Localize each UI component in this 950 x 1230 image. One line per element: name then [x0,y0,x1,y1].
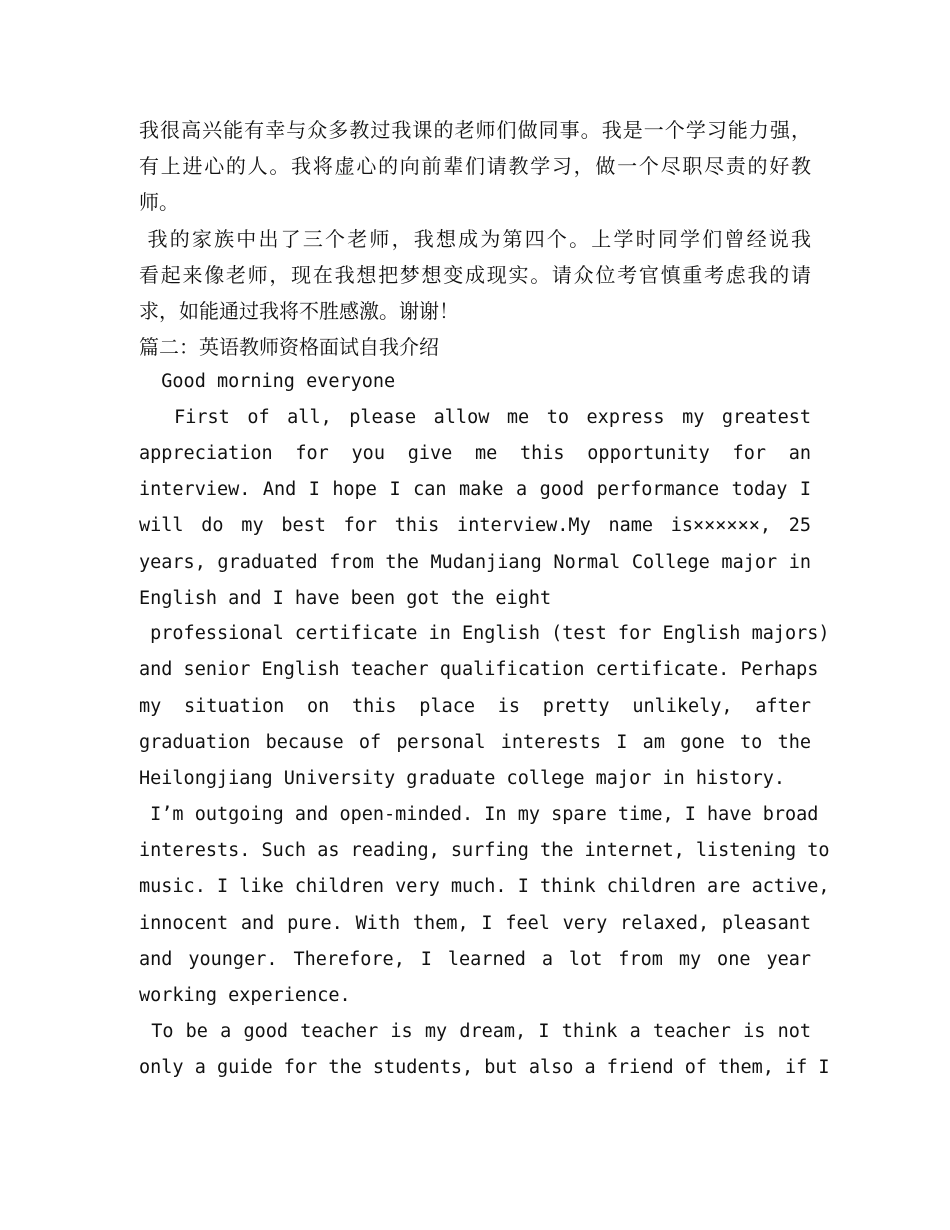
text-line: and senior English teacher qualification certificate. Perhaps [139,659,819,680]
text-line: 求，如能通过我将不胜感激。谢谢！ [139,299,459,323]
text-line: only a guide for the students, but also a friend of them, if I [139,1057,830,1078]
text-line: 师。 [139,190,179,214]
text-line: innocent and pure. With them, I feel very relaxed, pleasant [139,913,811,934]
text-line: I’m outgoing and open-minded. In my spare time, I have broad [139,804,819,825]
text-line: interview. And I hope I can make a good performance today I [139,479,811,500]
text-line: To be a good teacher is my dream, I think a teacher is not [139,1021,811,1042]
text-line: my situation on this place is pretty unlikely, after [139,696,811,717]
text-line: English and I have been got the eight [139,588,552,609]
section-heading: 篇二：英语教师资格面试自我介绍 [139,335,439,359]
text-line: appreciation for you give me this opportunity for an [139,443,811,464]
text-line: Good morning everyone [139,371,396,392]
text-line: 有上进心的人。我将虚心的向前辈们请教学习，做一个尽职尽责的好教 [139,154,811,178]
text-line: interests. Such as reading, surfing the internet, listening to [139,840,830,861]
text-line: working experience. [139,985,351,1006]
text-line: Heilongjiang University graduate college major in history. [139,768,786,789]
text-line: will do my best for this interview.My name is××××××, 25 [139,515,811,536]
text-line: years, graduated from the Mudanjiang Normal College major in [139,552,811,573]
text-line: First of all, please allow me to express my greatest [139,407,811,428]
text-line: professional certificate in English (test for English majors) [139,623,830,644]
text-line: 我的家族中出了三个老师，我想成为第四个。上学时同学们曾经说我 [139,227,811,251]
text-line: 看起来像老师，现在我想把梦想变成现实。请众位考官慎重考虑我的请 [139,263,811,287]
text-line: graduation because of personal interests I am gone to the [139,732,811,753]
text-line: and younger. Therefore, I learned a lot from my one year [139,949,811,970]
text-line: 我很高兴能有幸与众多教过我课的老师们做同事。我是一个学习能力强， [139,118,811,142]
text-line: music. I like children very much. I think children are active, [139,876,830,897]
